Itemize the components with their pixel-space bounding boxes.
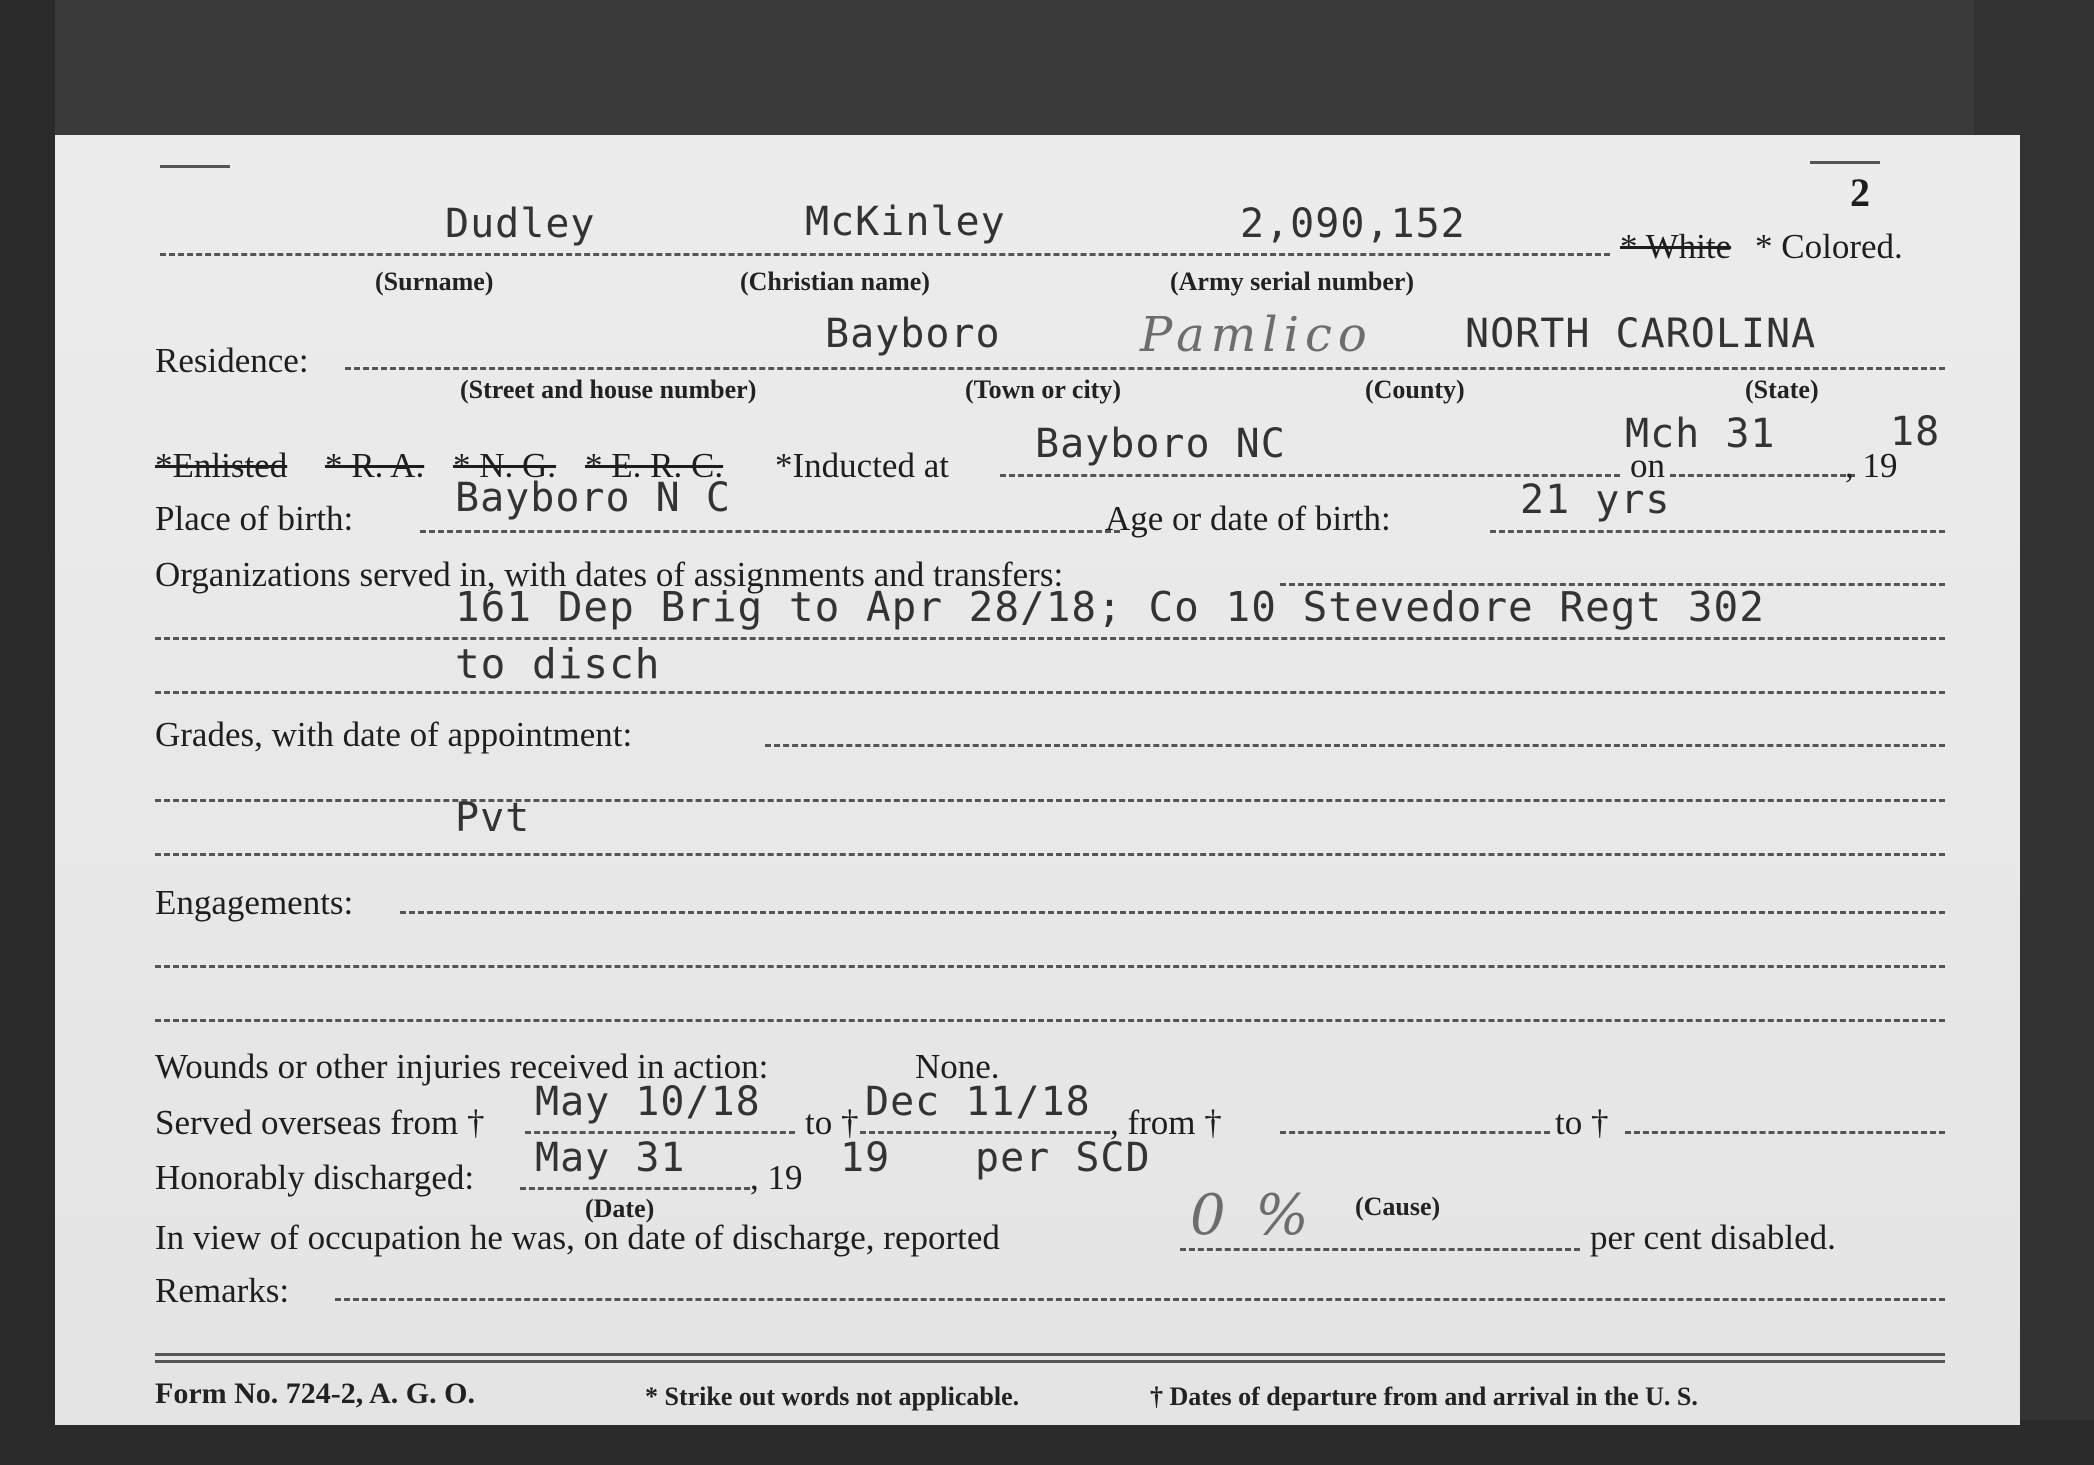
- engagements-label: Engagements:: [155, 883, 354, 922]
- grades-line-2: [155, 799, 1945, 802]
- inducted-year-value: 18: [1890, 409, 1941, 455]
- discharge-date-line: [520, 1187, 750, 1190]
- organizations-line-2: [155, 637, 1945, 640]
- serial-caption: (Army serial number): [1170, 267, 1415, 296]
- organizations-value-1: 161 Dep Brig to Apr 28/18; Co 10 Stevedore Regt 302: [455, 583, 1765, 631]
- overseas-from2-line: [1280, 1131, 1550, 1134]
- engagements-line-2: [155, 965, 1945, 968]
- discharge-cause-value: per SCD: [975, 1135, 1151, 1181]
- scan-backdrop-left: [0, 0, 55, 1465]
- overseas-to-label: to †: [805, 1103, 859, 1142]
- discharge-year-label: , 19: [750, 1158, 803, 1197]
- enlisted-option: *Enlisted: [155, 446, 288, 485]
- state-caption: (State): [1745, 375, 1819, 404]
- county-caption: (County): [1365, 375, 1465, 404]
- service-record-card: [55, 135, 2020, 1425]
- disability-suffix: per cent disabled.: [1590, 1218, 1836, 1257]
- remarks-line-2: [155, 1353, 1945, 1356]
- race-colored-option: * Colored.: [1755, 227, 1903, 266]
- surname-value: Dudley: [445, 201, 596, 247]
- discharge-year-value: 19: [840, 1135, 891, 1181]
- residence-county-value: Pamlico: [1140, 307, 1373, 363]
- scan-backdrop-top: [0, 0, 2094, 140]
- street-caption: (Street and house number): [460, 375, 757, 404]
- overseas-from2-label: , from †: [1110, 1103, 1222, 1142]
- overseas-to-line: [860, 1131, 1110, 1134]
- discharge-date-value: May 31: [535, 1135, 686, 1181]
- remarks-line-3: [155, 1360, 1945, 1363]
- grades-value: Pvt: [455, 795, 531, 841]
- overseas-from-value: May 10/18: [535, 1079, 761, 1125]
- race-white-option: * White: [1620, 227, 1732, 266]
- strike-out-note: * Strike out words not applicable.: [645, 1382, 1020, 1411]
- wounds-value: None.: [915, 1047, 1000, 1086]
- inducted-at-value: Bayboro NC: [1035, 421, 1286, 467]
- ng-option: * N. G.: [453, 446, 557, 485]
- disability-line: [1180, 1248, 1580, 1251]
- organizations-label: Organizations served in, with dates of assignments and transfers:: [155, 555, 1064, 594]
- inducted-year-label: , 19: [1845, 446, 1898, 485]
- dates-note: † Dates of departure from and arrival in the U. S.: [1150, 1382, 1698, 1411]
- overseas-to-value: Dec 11/18: [865, 1079, 1091, 1125]
- inducted-date-value: Mch 31: [1625, 411, 1776, 457]
- erc-option: * E. R. C.: [585, 446, 724, 485]
- card-number: 2: [1850, 170, 1870, 215]
- discharge-cause-caption: (Cause): [1355, 1192, 1441, 1221]
- place-of-birth-value: Bayboro N C: [455, 475, 731, 521]
- age-value: 21 yrs: [1520, 477, 1671, 523]
- inducted-date-line: [1670, 474, 1855, 477]
- grades-line-1: [765, 744, 1945, 747]
- discharge-date-caption: (Date): [585, 1194, 655, 1223]
- on-label: on: [1630, 446, 1665, 485]
- overseas-from-line: [525, 1131, 795, 1134]
- serial-number-value: 2,090,152: [1240, 201, 1466, 247]
- place-of-birth-label: Place of birth:: [155, 499, 354, 538]
- top-left-rule: [160, 165, 230, 168]
- town-caption: (Town or city): [965, 375, 1121, 404]
- residence-state-value: NORTH CAROLINA: [1465, 311, 1817, 357]
- residence-line: [345, 367, 1945, 370]
- grades-line-3: [155, 853, 1945, 856]
- inducted-label: *Inducted at: [775, 446, 949, 485]
- organizations-line-3: [155, 691, 1945, 694]
- residence-town-value: Bayboro: [825, 311, 1001, 357]
- age-line: [1490, 530, 1945, 533]
- christian-name-caption: (Christian name): [740, 267, 930, 296]
- engagements-line-1: [400, 911, 1945, 914]
- surname-caption: (Surname): [375, 267, 494, 296]
- age-label: Age or date of birth:: [1105, 499, 1391, 538]
- overseas-to2-line: [1625, 1131, 1945, 1134]
- disability-value: 0 %: [1190, 1183, 1315, 1248]
- place-of-birth-line: [420, 530, 1120, 533]
- name-line: [160, 253, 1610, 256]
- residence-label: Residence:: [155, 341, 309, 380]
- grades-label: Grades, with date of appointment:: [155, 715, 633, 754]
- disability-label: In view of occupation he was, on date of discharge, reported: [155, 1218, 1000, 1257]
- wounds-label: Wounds or other injuries received in action:: [155, 1047, 769, 1086]
- top-right-rule: [1810, 161, 1880, 164]
- remarks-line-1: [335, 1298, 1945, 1301]
- discharge-label: Honorably discharged:: [155, 1158, 475, 1197]
- scan-backdrop-bottom: [0, 1420, 2094, 1465]
- christian-name-value: McKinley: [805, 199, 1006, 245]
- ra-option: * R. A.: [325, 446, 425, 485]
- form-number: Form No. 724-2, A. G. O.: [155, 1377, 475, 1410]
- overseas-to2-label: to †: [1555, 1103, 1609, 1142]
- organizations-value-2: to disch: [455, 640, 661, 688]
- engagements-line-3: [155, 1019, 1945, 1022]
- remarks-label: Remarks:: [155, 1271, 290, 1310]
- overseas-label: Served overseas from †: [155, 1103, 485, 1142]
